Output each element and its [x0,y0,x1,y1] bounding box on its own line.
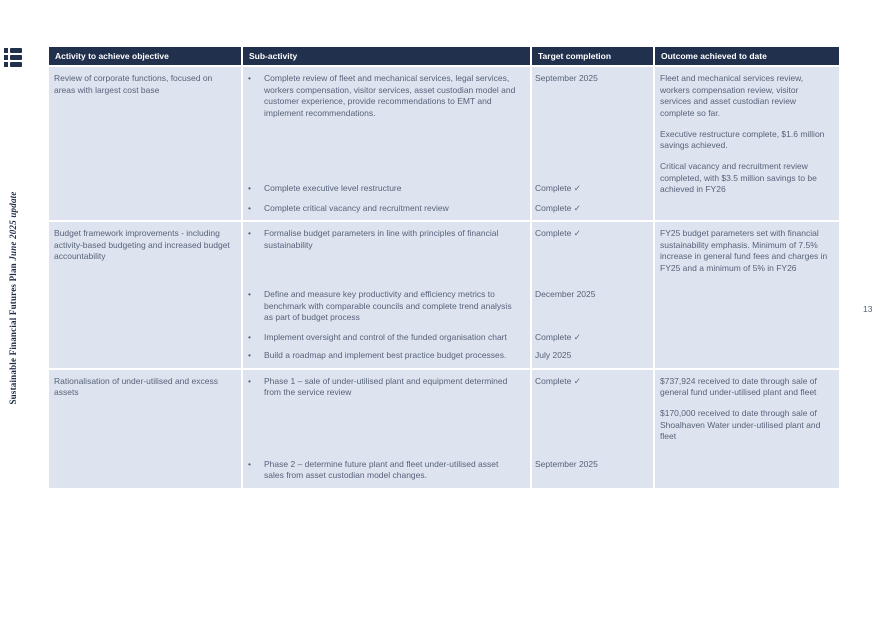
sidebar-document-title [8,191,18,404]
sub-activity-pair [243,183,653,195]
target-completion-text: Complete ✓ [535,228,581,238]
outcome-cell [655,67,839,220]
outcome-paragraph: Critical vacancy and recruitment review completed, with $3.5 million savings to be achieved in FY26 [660,161,817,194]
sub-activity-pair [243,376,653,399]
sub-activity-text: Phase 1 – sale of under-utilised plant and equipment determined from the service review [264,375,508,397]
sub-activity-pair [243,203,653,215]
bullet-icon: • [248,228,251,238]
sub-activity-pair [243,332,653,344]
bullet-icon: • [248,183,251,193]
target-completion-text: December 2025 [535,289,596,299]
progress-table [49,47,839,488]
activity-cell: Rationalisation of under-utilised and excess assets [49,370,241,488]
header-activity: Activity to achieve objective [49,47,241,65]
activity-cell: Review of corporate functions, focused on areas with largest cost base [49,67,241,220]
bullet-icon: • [248,350,251,360]
outcome-paragraph: Executive restructure complete, $1.6 million savings achieved. [660,128,825,150]
sub-activity-target-cell [243,67,653,220]
sub-activity-text: Define and measure key productivity and efficiency metrics to benchmark with comparable councils and complete trend analysis as part of budget process [264,289,512,322]
table-header-row [49,47,839,65]
bullet-icon: • [248,458,251,469]
sub-activity-text: Implement oversight and control of the funded organisation chart [264,331,507,342]
table-row [49,67,839,220]
sub-activity-pair [243,228,653,251]
bullet-icon: • [248,73,251,83]
header-sub-activity: Sub-activity [243,47,530,65]
target-completion-text: September 2025 [535,73,598,83]
outcome-cell [655,222,839,368]
sub-activity-pair [243,289,653,324]
sub-activity-target-cell [243,222,653,368]
outcome-cell [655,370,839,488]
list-icon-bar [10,62,22,67]
outcome-paragraph: Fleet and mechanical services review, workers compensation review, visitor services and asset custodian review complete so far. [660,73,804,118]
sidebar-subtitle-text: June 2025 update [8,191,18,264]
sub-activity-pair [243,350,653,362]
sub-activity-pair [243,73,653,119]
sub-activity-pair [243,459,653,482]
header-target-completion: Target completion [532,47,653,65]
sub-activity-text: Complete review of fleet and mechanical services, legal services, workers compensation, visitor services, asset custodian model and customer experience, provide recommendations to EMT and implement recommendations. [264,73,516,118]
bullet-icon: • [248,331,251,342]
list-menu-icon[interactable] [4,48,22,68]
target-completion-text: September 2025 [535,458,598,469]
sub-activity-target-cell [243,370,653,488]
target-completion-text: July 2025 [535,350,572,360]
header-outcome: Outcome achieved to date [655,47,839,65]
sub-activity-text: Complete executive level restructure [264,183,402,193]
sub-activity-text: Build a roadmap and implement best practice budget processes. [264,350,507,360]
sub-activity-text: Complete critical vacancy and recruitment review [264,202,449,213]
outcome-paragraph: FY25 budget parameters set with financial sustainability emphasis. Minimum of 7.5% increase in general fund fees and charges in FY25 and a minimum of 5% in FY26 [660,228,828,273]
table-row [49,222,839,368]
bullet-icon: • [248,289,251,299]
target-completion-text: Complete ✓ [535,375,581,386]
sidebar-title-text: Sustainable Financial Futures Plan [8,263,18,405]
list-icon-bar [10,48,22,53]
target-completion-text: Complete ✓ [535,183,581,193]
list-icon-bullet [4,48,8,53]
bullet-icon: • [248,375,251,386]
table-row [49,370,839,488]
sub-activity-text: Phase 2 – determine future plant and fleet under-utilised asset sales from asset custodian model changes. [264,458,499,480]
sub-activity-text: Formalise budget parameters in line with principles of financial sustainability [264,228,499,250]
page-number: 13 [863,304,873,314]
outcome-paragraph: $170,000 received to date through sale of Shoalhaven Water under-utilised plant and fleet [660,408,821,441]
target-completion-text: Complete ✓ [535,202,581,213]
list-icon-bar [10,55,22,60]
list-icon-bullet [4,62,8,67]
list-icon-bullet [4,55,8,60]
outcome-paragraph: $737,924 received to date through sale of general fund under-utilised plant and fleet [660,375,817,397]
target-completion-text: Complete ✓ [535,331,581,342]
bullet-icon: • [248,202,251,213]
activity-cell: Budget framework improvements - including activity-based budgeting and increased budget accountability [49,222,241,368]
